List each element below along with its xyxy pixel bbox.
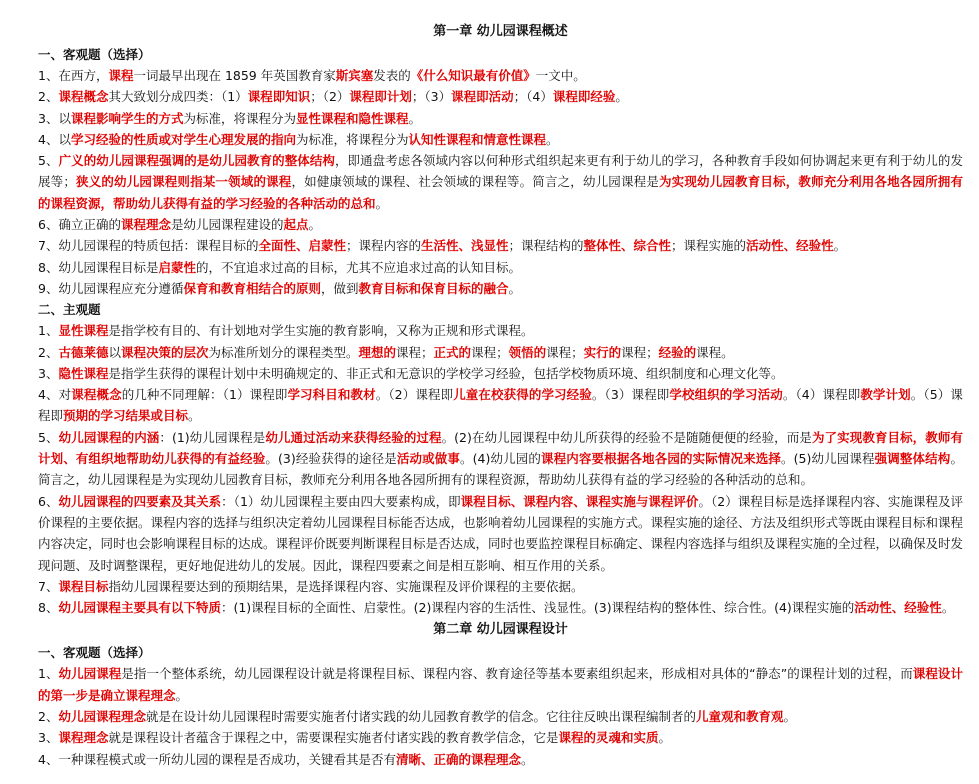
text-run: 就是课程设计者蕴含于课程之中，需要课程实施者付诸实践的教育教学信念，它是 [108,730,559,746]
text-run: 为标准，将课程分为 [295,131,409,147]
highlighted-text: 课程概念 [58,89,109,105]
highlighted-text: 整体性、综合性 [583,238,672,254]
text-run: 二、主观题 [38,302,101,318]
text-run: 是幼儿园课程建设的 [170,217,284,233]
highlighted-text: 幼儿园课程的内涵 [58,429,160,445]
highlighted-text: 儿童观和教育观 [695,709,784,725]
paragraph [38,749,963,770]
highlighted-text: 《什么知识最有价值》 [410,68,536,83]
text-run: 。简言之，幼儿园课程是为实现幼儿园教育目标，教师充分利用各地各园所拥有的课程资源，帮助幼儿获得有益的学习经验的各种活动的总和。 [38,451,963,488]
text-run: 。 [833,238,847,254]
text-run: 指幼儿园课程要达到的预期结果，是选择课程内容、实施课程及评价课程的主要依据。 [108,578,584,594]
text-run: 其大致划分成四类：（1） [108,89,248,105]
paragraph [38,86,963,107]
text-run: ，如健康领域的课程、社会领域的课程等。简言之，幼儿园课程是 [291,174,659,190]
highlighted-text: 课程理念 [58,730,109,746]
text-run: 。 [520,751,534,767]
highlighted-text: 古德莱德 [58,344,109,360]
text-run: 。（5）课程即 [38,387,963,424]
text-run: 课程； [546,344,584,360]
text-run: 9、幼儿园课程应充分遵循 [38,280,184,296]
highlighted-text: 学习科目和教材 [287,387,376,403]
paragraph [38,65,963,86]
section-heading [38,44,963,65]
highlighted-text: 课程概念 [71,387,122,403]
text-run: 就是在设计幼儿园课程时需要实施者付诸实践的幼儿园教育教学的信念。它往往反映出课程编制者的 [145,709,696,725]
text-run: 3、 [38,365,59,381]
text-run: 3、 [38,730,59,746]
highlighted-text: 幼儿通过活动来获得经验的过程 [265,429,442,445]
highlighted-text: 课程即活动 [451,89,514,105]
paragraph [38,108,963,129]
text-run: 为标准所划分的课程类型。 [208,344,359,360]
paragraph [38,150,963,214]
highlighted-text: 课程目标 [58,578,109,594]
text-run: 为标准，将课程分为 [183,110,296,126]
text-run: ；课程内容的 [345,238,421,254]
text-run: 。(4)幼儿园的 [460,451,542,467]
text-run: 。 [783,709,797,725]
paragraph [38,363,963,384]
section-heading [38,642,963,663]
highlighted-text: 学习经验的性质或对学生心理发展的指向 [70,131,296,147]
text-run: 一文中。 [535,68,586,83]
text-run: 。 [175,687,189,703]
text-run: 4、对 [38,387,72,403]
text-run: 。（3）课程即 [591,387,670,403]
text-run: 5、 [38,153,59,169]
text-run: 8、幼儿园课程目标是 [38,259,159,275]
paragraph [38,427,963,491]
text-run: ；（4） [513,89,553,105]
text-run: 课程。 [696,344,734,360]
text-run: 一、客观题（选择） [38,645,151,661]
highlighted-text: 清晰、正确的课程理念 [395,751,521,767]
paragraph [38,663,963,706]
text-run: 7、 [38,578,59,594]
highlighted-text: 启蒙性 [158,259,196,275]
highlighted-text: 显性课程和隐性课程 [295,110,409,126]
text-run: ；（3） [411,89,452,105]
text-run: 。（4）课程即 [782,387,861,403]
text-run: 。 [408,110,422,126]
highlighted-text: 理想的 [358,344,397,360]
text-run: 。 [508,280,522,296]
highlighted-text: 儿童在校获得的学习经验 [453,387,592,403]
paragraph [38,342,963,363]
highlighted-text: 幼儿园课程的四要素及其关系 [58,493,222,509]
highlighted-text: 起点 [283,217,309,233]
highlighted-text: 课程决策的层次 [120,344,209,360]
paragraph [38,491,963,576]
text-run: 。 [615,89,628,105]
paragraph [38,597,963,618]
paragraph [38,320,963,341]
text-run: 一词最早出现在 1859 年英国教育家 [133,68,336,83]
text-run: 一、客观题（选择） [38,47,151,62]
highlighted-text: 课程即计划 [349,89,412,105]
text-run: ：(1)幼儿园课程是 [159,429,266,445]
highlighted-text: 实行的 [583,344,622,360]
text-run: 2、 [38,89,59,105]
highlighted-text: 全面性、启蒙性 [258,238,346,254]
highlighted-text: 课程目标、课程内容、课程实施与课程评价 [460,493,699,509]
highlighted-text: 活动或做事 [396,451,461,467]
highlighted-text: 隐性课程 [58,365,109,381]
text-run: 。（2）课程即 [375,387,454,403]
highlighted-text: 经验的 [658,344,697,360]
text-run: 7、幼儿园课程的特质包括：课程目标的 [38,238,259,254]
text-run: 课程； [471,344,509,360]
highlighted-text: 斯宾塞 [335,68,374,83]
highlighted-text: 课程内容要根据各地各园的实际情况来选择 [541,451,782,467]
text-run: 8、 [38,600,59,616]
text-run: 。 [546,131,559,147]
text-run: 1、在西方， [38,68,109,83]
highlighted-text: 课程理念 [120,217,171,233]
highlighted-text: 课程即知识 [247,89,311,105]
text-run: 第二章 幼儿园课程设计 [433,622,568,638]
text-run: ，即通盘考虑各领域内容以何种形式组织起来更有利于幼儿的学习，各种教育手段如何协调起来更有利于幼儿的发展等； [38,153,963,190]
paragraph [38,706,963,727]
text-run: ；课程实施的 [671,238,747,254]
paragraph [38,257,963,278]
text-run: ：(1)课程目标的全面性、启蒙性。(2)课程内容的生活性、浅显性。(3)课程结构的整体性、综合性。(4)课程实施的 [220,600,855,616]
highlighted-text: 课程设计的第一步是确立课程理念 [38,666,963,703]
highlighted-text: 教育目标和保育目标的融合 [358,280,509,296]
text-run: 3、以 [38,110,71,126]
highlighted-text: 教学计划 [860,387,911,403]
text-run: 。 [375,195,389,211]
paragraph [38,278,963,299]
highlighted-text: 预期的学习结果或目标 [63,408,189,424]
highlighted-text: 课程影响学生的方式 [70,110,184,126]
text-run: 5、 [38,429,59,445]
text-run: 课程； [396,344,434,360]
text-run: ；课程结构的 [508,238,584,254]
highlighted-text: 保育和教育相结合的原则 [183,280,321,296]
paragraph [38,576,963,597]
text-run: 的几种不同理解：（1）课程即 [121,387,288,403]
text-run: 。 [941,600,955,616]
text-run: 。（2）课程目标是选择课程内容、实施课程及评价课程的主要依据。课程内容的选择与组织决定着幼儿园课程目标能否达成，也影响着幼儿园课程的实施方式。课程实施的途径、方法及组织形式等既由课程目标和课程内容决定，同时也会影响课程目标的达成。课程评价既要判断课程目标是否达成，同时也要监控课程目标确定、课程内容选择与组织及课程实施的全过程，以确保及时发现问题、及时调整课程，更好地促进幼儿的发展。因此，课程四要素之间是相互影响、相互作用的关系。 [38,493,964,573]
text-run: ；（2） [310,89,350,105]
text-run: 发表的 [373,68,411,83]
highlighted-text: 活动性、经验性 [854,600,942,616]
highlighted-text: 课程的灵魂和实质 [558,730,659,746]
paragraph [38,214,963,235]
highlighted-text: 课程即经验 [552,89,616,105]
text-run: 。 [658,730,672,746]
text-run: 课程； [621,344,659,360]
highlighted-text: 课程 [108,68,134,83]
text-run: ：（1）幼儿园课程主要由四大要素构成，即 [221,493,461,509]
text-run: 第一章 幼儿园课程概述 [433,24,568,39]
text-run: ，做到 [320,280,359,296]
highlighted-text: 正式的 [433,344,472,360]
text-run: 是指学生获得的课程计划中未明确规定的、非正式和无意识的学校学习经验，包括学校物质环境、组织制度和心理文化等。 [108,365,784,381]
paragraph [38,384,963,427]
highlighted-text: 认知性课程和情意性课程 [408,131,546,147]
text-run: 6、确立正确的 [38,217,121,233]
chapter-heading [38,620,963,640]
paragraph [38,235,963,256]
paragraph [38,129,963,150]
text-run: 的，不宜追求过高的目标，尤其不应追求过高的认知目标。 [195,259,521,275]
text-run: 以 [108,344,121,360]
paragraph [38,727,963,748]
highlighted-text: 幼儿园课程理念 [58,709,146,725]
text-run: 4、以 [38,131,71,147]
text-run: 1、 [38,666,59,682]
text-run: 2、 [38,344,59,360]
highlighted-text: 广义的幼儿园课程强调的是幼儿园教育的整体结构 [58,153,335,169]
text-run: 是指一个整体系统，幼儿园课程设计就是将课程目标、课程内容、教育途径等基本要素组织起来，形成相对具体的“静态”的课程计划的过程，而 [121,666,913,682]
highlighted-text: 强调整体结构 [874,451,951,467]
text-run: 是指学校有目的、有计划地对学生实施的教育影响，又称为正规和形式课程。 [108,323,534,339]
text-run: 6、 [38,493,59,509]
text-run: 。(2)在幼儿园课程中幼儿所获得的经验不是随随便便的经验，而是 [441,429,812,445]
highlighted-text: 领悟的 [508,344,547,360]
highlighted-text: 为了实现教育目标，教师有计划、有组织地帮助幼儿获得的有益经验 [38,429,963,467]
highlighted-text: 狭义的幼儿园课程则指某一领域的课程 [75,174,292,190]
text-run: 1、 [38,323,59,339]
text-run: 。(5)幼儿园课程 [781,451,875,467]
text-run: 2、 [38,709,59,725]
chapter-heading [38,22,963,42]
highlighted-text: 活动性、经验性 [746,238,834,254]
text-run: 。 [308,217,322,233]
highlighted-text: 为实现幼儿园教育目标，教师充分利用各地各园所拥有的课程资源，帮助幼儿获得有益的学习经验的各种活动的总和 [38,174,963,211]
highlighted-text: 显性课程 [58,323,109,339]
highlighted-text: 幼儿园课程 [58,666,122,682]
highlighted-text: 学校组织的学习活动 [669,387,783,403]
text-run: 。 [188,408,201,424]
section-heading [38,299,963,320]
highlighted-text: 幼儿园课程主要具有以下特质 [58,600,221,616]
text-run: 。(3)经验获得的途径是 [265,451,397,467]
text-run: 4、一种课程模式或一所幼儿园的课程是否成功，关键看其是否有 [38,751,396,767]
highlighted-text: 生活性、浅显性 [421,238,509,254]
